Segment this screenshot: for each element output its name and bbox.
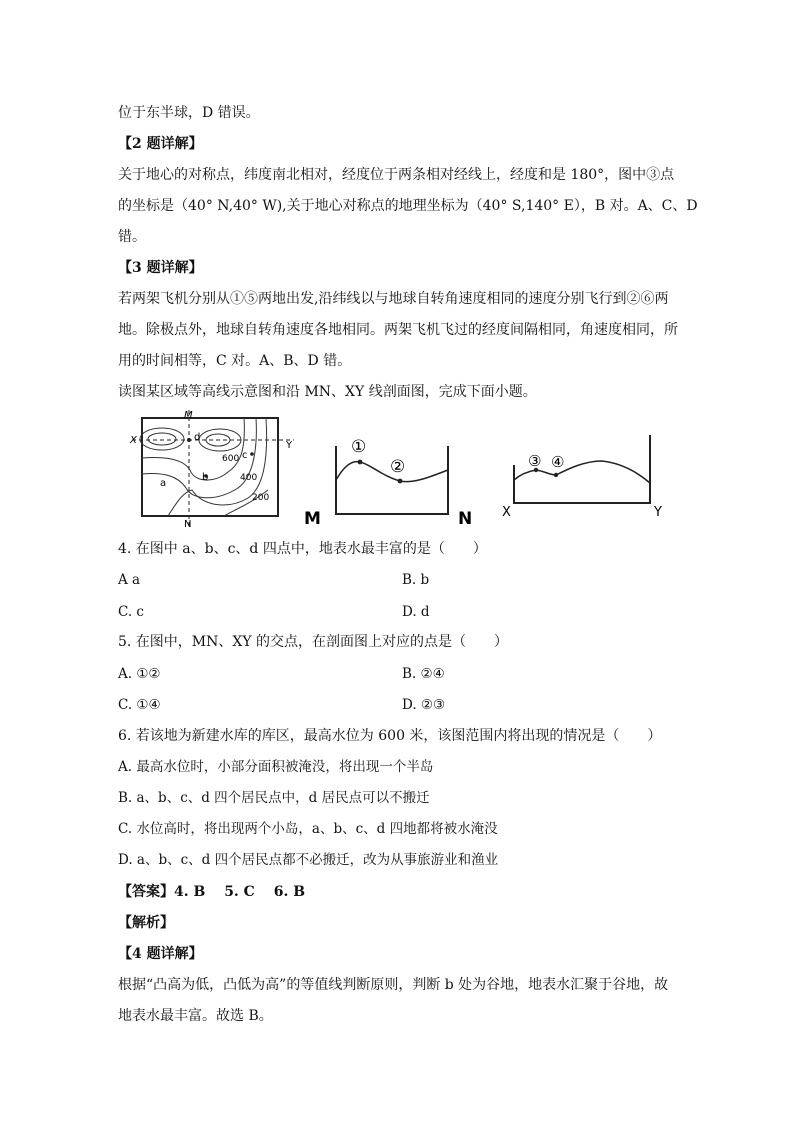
q5-option-a: A. ①②	[118, 666, 161, 682]
q4-option-a: A a	[118, 572, 141, 588]
q2-line-3: 错。	[118, 229, 146, 245]
figure-prompt: 读图某区域等高线示意图和沿 MN、XY 线剖面图，完成下面小题。	[118, 384, 537, 400]
q6-option-d: D. a、b、c、d 四个居民点都不必搬迁，改为从事旅游业和渔业	[118, 852, 499, 868]
point-3-label: ③	[528, 452, 542, 470]
xy-profile-x: X	[502, 505, 511, 520]
q2-heading: 【2 题详解】	[118, 136, 203, 152]
q3-line-2: 地。除极点外，地球自转角速度各地相同。两架飞机飞过的经度间隔相同，角速度相同，所	[118, 322, 678, 338]
map-label-x: X	[130, 435, 137, 446]
contour-400: 400	[240, 473, 258, 483]
q4-detail-heading: 【4 题详解】	[118, 946, 203, 962]
q3-heading: 【3 题详解】	[118, 260, 203, 276]
contour-map	[128, 410, 296, 528]
map-label-a: a	[160, 478, 167, 489]
analysis-heading: 【解析】	[118, 915, 174, 931]
q2-line-1: 关于地心的对称点，纬度南北相对，经度位于两条相对经线上，经度和是 180°，图中③点	[118, 167, 675, 183]
intro-tail: 位于东半球，D 错误。	[118, 105, 260, 121]
q6-option-c: C. 水位高时，将出现两个小岛，a、b、c、d 四地都将被水淹没	[118, 821, 498, 837]
q6-option-a: A. 最高水位时，小部分面积被淹没，将出现一个半岛	[118, 759, 434, 775]
contour-600: 600	[222, 454, 240, 464]
answer-line: 【答案】4. B 5. C 6. B	[118, 884, 306, 900]
mn-profile-m: M	[304, 509, 321, 528]
map-label-d: d	[194, 432, 201, 443]
q4-detail-line-1: 根据“凸高为低，凸低为高”的等值线判断原则，判断 b 处为谷地，地表水汇聚于谷地，故	[118, 977, 669, 993]
xy-profile-y: Y	[654, 505, 662, 520]
point-4-marker	[554, 473, 558, 477]
q3-line-3: 用的时间相等，C 对。A、B、D 错。	[118, 353, 352, 369]
q4-detail-line-2: 地表水最丰富。故选 B。	[118, 1008, 273, 1024]
mn-profile-n: N	[458, 509, 473, 528]
q4-option-b: B. b	[402, 572, 430, 588]
point-2-label: ②	[390, 457, 406, 477]
q5-option-d: D. ②③	[402, 697, 446, 713]
point-4-label: ④	[551, 453, 565, 471]
q3-line-1: 若两架飞机分别从①⑤两地出发,沿纬线以与地球自转角速度相同的速度分别飞行到②⑥两	[118, 291, 669, 307]
map-label-y: Y	[286, 440, 293, 451]
mn-profile	[302, 432, 484, 528]
q6-option-b: B. a、b、c、d 四个居民点中，d 居民点可以不搬迁	[118, 790, 430, 806]
xy-profile	[498, 425, 670, 521]
q5-stem: 5. 在图中，MN、XY 的交点，在剖面图上对应的点是（ ）	[118, 634, 509, 650]
q4-option-d: D. d	[402, 604, 430, 620]
map-label-c: c	[242, 450, 248, 461]
map-label-m: M	[184, 410, 193, 421]
point-2-marker	[398, 479, 403, 484]
q6-stem: 6. 若该地为新建水库的库区，最高水位为 600 米，该图范围内将出现的情况是（ ）	[118, 728, 662, 744]
q4-option-c: C. c	[118, 604, 144, 620]
contour-200: 200	[252, 493, 270, 503]
contour-lines	[140, 418, 268, 516]
q5-option-c: C. ①④	[118, 697, 161, 713]
q4-stem: 4. 在图中 a、b、c、d 四点中，地表水最丰富的是（ ）	[118, 541, 487, 557]
point-1-label: ①	[351, 437, 367, 457]
map-label-b: b	[202, 472, 209, 483]
q5-option-b: B. ②④	[402, 666, 445, 682]
q2-line-2: 的坐标是（40° N,40° W),关于地心对称点的地理坐标为（40° S,140° E），B 对。A、C、D	[118, 198, 698, 214]
point-1-marker	[358, 460, 363, 465]
map-label-n: N	[184, 519, 192, 528]
